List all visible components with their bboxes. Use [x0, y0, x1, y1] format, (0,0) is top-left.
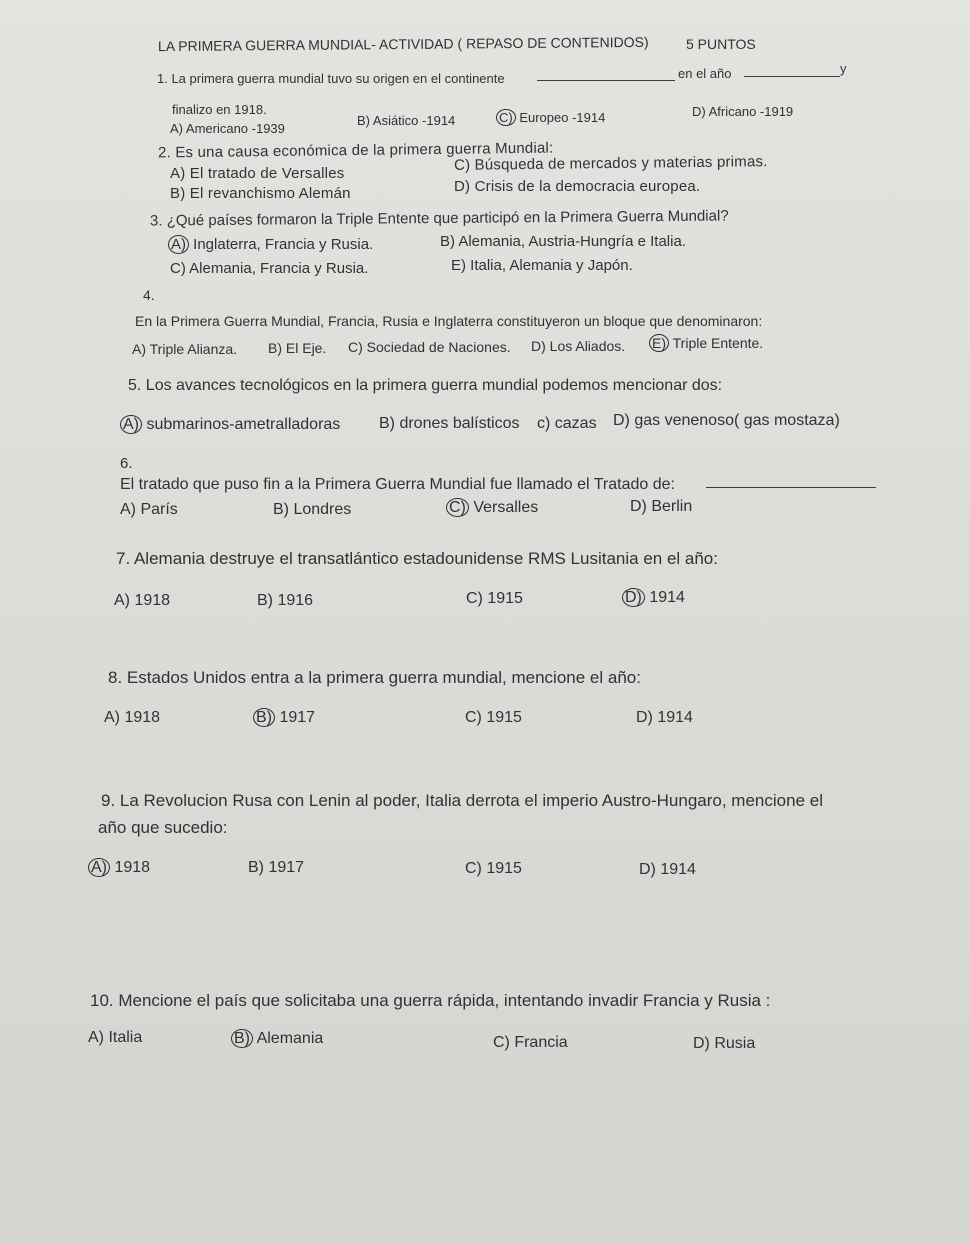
q9-question: 9. La Revolucion Rusa con Lenin al poder, Italia derrota el imperio Austro-Hungaro, mencione el — [101, 791, 823, 810]
q9-option-a-selected[interactable] — [88, 859, 150, 877]
q10-option-d[interactable]: D) Rusia — [693, 1035, 756, 1052]
q2-option-c[interactable]: C) Búsqueda de mercados y materias primas. — [453, 153, 768, 174]
q8-option-c[interactable]: C) 1915 — [465, 709, 522, 726]
q1-option-b[interactable]: B) Asiático -1914 — [357, 113, 456, 128]
q1-end-text: y — [840, 61, 847, 76]
q8-question: 8. Estados Unidos entra a la primera guerra mundial, mencione el año: — [108, 668, 641, 687]
q3-question: 3. ¿Qué países formaron la Triple Entente que participó en la Primera Guerra Mundial? — [149, 207, 729, 230]
q4-option-e-selected[interactable] — [649, 335, 763, 351]
q6-option-d[interactable]: D) Berlin — [630, 498, 693, 515]
q7-option-c[interactable]: C) 1915 — [466, 590, 523, 607]
q4-option-b[interactable]: B) El Eje. — [268, 340, 327, 356]
q7-selected-mark: D) — [622, 588, 645, 607]
q4-option-c[interactable]: C) Sociedad de Naciones. — [348, 339, 511, 355]
q5-selected-mark: A) — [120, 415, 142, 434]
q7-question: 7. Alemania destruye el transatlántico estadounidense RMS Lusitania en el año: — [116, 549, 718, 568]
q8-option-a[interactable]: A) 1918 — [104, 709, 161, 726]
page-title: LA PRIMERA GUERRA MUNDIAL- ACTIVIDAD ( REPASO DE CONTENIDOS) — [157, 33, 649, 55]
q2-option-a[interactable]: A) El tratado de Versalles — [170, 165, 345, 182]
q3-option-c[interactable]: C) Alemania, Francia y Rusia. — [170, 260, 369, 277]
q6-question: El tratado que puso fin a la Primera Guerra Mundial fue llamado el Tratado de: — [120, 476, 675, 493]
q4-option-e-label: Triple Entente. — [669, 335, 764, 351]
q9-selected-mark: A) — [88, 858, 110, 877]
q10-option-c[interactable]: C) Francia — [493, 1034, 568, 1051]
q10-option-a[interactable]: A) Italia — [88, 1029, 143, 1046]
q4-option-a[interactable]: A) Triple Alianza. — [132, 341, 238, 357]
q3-option-a-label: Inglaterra, Francia y Rusia. — [189, 236, 374, 253]
q10-question: 10. Mencione el país que solicitaba una guerra rápida, intentando invadir Francia y Rusia : — [90, 991, 771, 1010]
q9-option-d[interactable]: D) 1914 — [639, 861, 696, 878]
q1-line2: finalizo en 1918. — [172, 102, 267, 117]
q6-option-c-label: Versalles — [468, 499, 539, 516]
q1-option-c-selected[interactable] — [496, 110, 605, 125]
q6-blank[interactable] — [706, 487, 876, 488]
q4-question: En la Primera Guerra Mundial, Francia, Rusia e Inglaterra constituyeron un bloque que denominaron: — [135, 313, 763, 329]
q7-option-d-selected[interactable] — [622, 589, 685, 607]
q1-option-d[interactable]: D) Africano -1919 — [692, 104, 794, 119]
q9-option-b[interactable]: B) 1917 — [248, 859, 305, 876]
q9-question-line2: año que sucedio: — [98, 818, 228, 837]
q9-option-a-label: 1918 — [110, 859, 151, 876]
points-label: 5 PUNTOS — [686, 36, 756, 52]
q9-option-c[interactable]: C) 1915 — [465, 860, 522, 877]
q1-selected-mark: C) — [496, 109, 516, 126]
q3-option-b[interactable]: B) Alemania, Austria-Hungría e Italia. — [440, 233, 686, 250]
q2-option-d[interactable]: D) Crisis de la democracia europea. — [454, 178, 701, 195]
q5-option-a-selected[interactable] — [120, 416, 340, 434]
q1-option-c-label: Europeo -1914 — [515, 110, 606, 125]
q2-question: 2. Es una causa económica de la primera guerra Mundial: — [157, 139, 554, 162]
q5-option-b[interactable]: B) drones balísticos — [379, 415, 520, 432]
q6-number: 6. — [120, 455, 133, 472]
q6-option-a[interactable]: A) París — [120, 501, 178, 518]
q1-option-a[interactable]: A) Americano -1939 — [170, 121, 285, 136]
q3-selected-mark: A) — [168, 235, 189, 254]
q5-option-a-label: submarinos-ametralladoras — [142, 416, 341, 433]
q6-selected-mark: C) — [446, 498, 469, 517]
q8-selected-mark: B) — [253, 708, 275, 727]
q10-selected-mark: B) — [231, 1029, 253, 1048]
q7-option-d-label: 1914 — [644, 589, 685, 606]
q2-option-b[interactable]: B) El revanchismo Alemán — [170, 185, 351, 202]
q6-option-b[interactable]: B) Londres — [273, 501, 352, 518]
q1-question: 1. La primera guerra mundial tuvo su origen en el continente — [157, 71, 505, 86]
q3-option-a-selected[interactable] — [168, 236, 373, 253]
q6-option-c-selected[interactable] — [446, 499, 538, 517]
q4-selected-mark: E) — [649, 334, 669, 352]
q1-mid-text: en el año — [678, 66, 732, 81]
q1-blank-continent[interactable] — [537, 80, 675, 81]
q5-option-c[interactable]: c) cazas — [537, 415, 597, 432]
q7-option-b[interactable]: B) 1916 — [257, 592, 314, 609]
q5-option-d[interactable]: D) gas venenoso( gas mostaza) — [613, 412, 840, 429]
q1-blank-year[interactable] — [744, 76, 840, 77]
q4-number: 4. — [143, 287, 155, 303]
q10-option-b-label: Alemania — [253, 1030, 324, 1047]
q7-option-a[interactable]: A) 1918 — [114, 592, 171, 609]
q3-option-e[interactable]: E) Italia, Alemania y Japón. — [451, 257, 633, 274]
q4-option-d[interactable]: D) Los Aliados. — [531, 338, 626, 354]
q8-option-d[interactable]: D) 1914 — [636, 709, 693, 726]
q5-question: 5. Los avances tecnológicos en la primera guerra mundial podemos mencionar dos: — [128, 377, 723, 394]
q8-option-b-selected[interactable] — [253, 709, 315, 727]
q8-option-b-label: 1917 — [275, 709, 316, 726]
q10-option-b-selected[interactable] — [231, 1030, 323, 1048]
